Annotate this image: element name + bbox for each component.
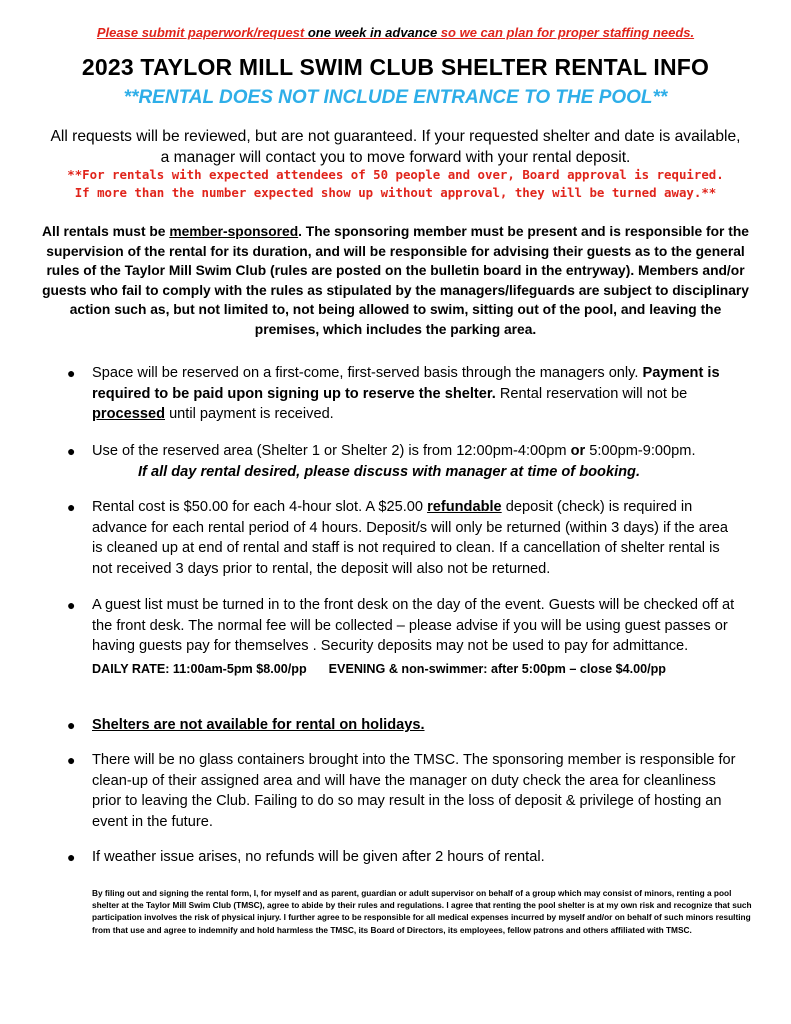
approval-notes: [40, 166, 751, 202]
bullet-text: Rental reservation will not be: [495, 385, 688, 402]
rules-rest: . The sponsoring member must be present and is responsible for the supervision of the rental for its duration, and will be responsible for advising their guests as to the general rules of the Taylor Mill Swim Club (rules are posted on the bulletin board in the entryway). Members and/or guests who fail to comply with the rules as stipulated by the managers/lifeguards are subject to disciplinary action such as, but not limited to, not being allowed to swim, sitting out of the pool, and leaving the premises, which includes the parking area.: [42, 224, 749, 337]
bullet-item-guest-list: [67, 595, 742, 679]
bullet-text: Rental cost is $50.00 for each 4-hour slot. A $25.00: [92, 499, 428, 515]
approval-note-line1: **For rentals with expected attendees of 50 people and over, Board approval is required.: [67, 167, 724, 182]
bullet-underlined: processed: [92, 406, 166, 423]
notice-part2: one week in advance: [307, 25, 438, 40]
bullet-item-holidays: [67, 715, 742, 736]
daily-rate: DAILY RATE: 11:00am-5pm $8.00/pp: [92, 661, 307, 676]
bullet-dot-icon: ●: [67, 443, 76, 459]
page-title: 2023 TAYLOR MILL SWIM CLUB SHELTER RENTAL INFO: [81, 54, 710, 80]
bullet-text: 5:00pm-9:00pm.: [585, 443, 696, 459]
advance-notice: [0, 25, 791, 40]
rules-lead: All rentals must be: [42, 224, 170, 239]
intro-paragraph: All requests will be reviewed, but are not guaranteed. If your requested shelter and date is available, a manager will contact you to move forward with your rental deposit.: [50, 128, 741, 166]
bullet-item-weather: [67, 847, 742, 868]
bullet-item-cost: [67, 497, 742, 579]
bullet-text: Space will be reserved on a first-come, first-served basis through the managers only.: [92, 365, 643, 381]
waiver-paragraph: By filing out and signing the rental form, I, for myself and as parent, guardian or adult supervisor on behalf of a group which may consist of minors, renting a pool shelter at the Taylor Mill Swim Club (TMSC), agree to abide by their rules and regulations. I agree that renting the pool shelter is at my own risk and recognize that such participation involves the risk of physical injury. I further agree to be responsible for all medical expenses incurred by myself and/or on behalf of such minors resulting from that use and agree to indemnify and hold harmless the TMSC, its Board of Directors, its employees, fellow patrons and others affiliated with TMSC.: [92, 888, 752, 935]
bullet-text: deposit (check) is required in advance for each rental period of 4 hours. Deposit/s will only be returned (within 3 days) if the area is cleaned up at end of rental and staff is not required to clean. If a cancellation of shelter rental is not received 3 days prior to rental, the deposit will also not be returned.: [92, 499, 728, 577]
bullet-text: A guest list must be turned in to the front desk on the day of the event. Guests will be checked off at the front desk. The normal fee will be collected – please advise if you will be using guest passes or having guests pay for themselves . Security deposits may not be used to pay for admittance.: [92, 597, 735, 655]
rate-line: [92, 659, 742, 680]
bullet-dot-icon: ●: [67, 752, 76, 768]
bullet-text: If weather issue arises, no refunds will be given after 2 hours of rental.: [92, 849, 545, 865]
bullet-dot-icon: ●: [67, 365, 76, 381]
page-subtitle: **RENTAL DOES NOT INCLUDE ENTRANCE TO THE POOL**: [123, 87, 668, 108]
all-day-note: If all day rental desired, please discuss with manager at time of booking.: [138, 463, 641, 480]
bullet-text: There will be no glass containers brought into the TMSC. The sponsoring member is responsible for clean-up of their assigned area and will have the manager on duty check the area for cleanliness prior to leaving the Club. Failing to do so may result in the loss of deposit & privilege of hosting an event in the future.: [92, 752, 736, 830]
rules-paragraph: [40, 222, 751, 340]
evening-rate: EVENING & non-swimmer: after 5:00pm – close $4.00/pp: [328, 661, 666, 676]
bullet-item-hours: [67, 441, 742, 482]
notice-part3: so we can plan for proper staffing needs.: [437, 25, 695, 40]
bullet-item-reservation: [67, 363, 742, 425]
rules-underlined: member-sponsored: [169, 224, 299, 239]
bullet-dot-icon: ●: [67, 717, 76, 733]
notice-part1: Please submit paperwork/request: [96, 25, 308, 40]
holidays-note: Shelters are not available for rental on holidays.: [92, 717, 425, 733]
bullet-item-cleanup: [67, 750, 742, 832]
bullet-dot-icon: ●: [67, 499, 76, 515]
bullet-text: until payment is received.: [165, 406, 334, 423]
bullet-underlined: refundable: [427, 499, 502, 515]
bullet-text: Use of the reserved area (Shelter 1 or Shelter 2) is from 12:00pm-4:00pm: [92, 443, 571, 459]
bullet-bold: or: [570, 443, 586, 459]
bullet-dot-icon: ●: [67, 849, 76, 865]
bullet-bold: Payment is required to be paid upon signing up to reserve the shelter.: [92, 365, 720, 402]
bullet-dot-icon: ●: [67, 597, 76, 613]
approval-note-line2: If more than the number expected show up without approval, they will be turned away.**: [74, 185, 717, 200]
